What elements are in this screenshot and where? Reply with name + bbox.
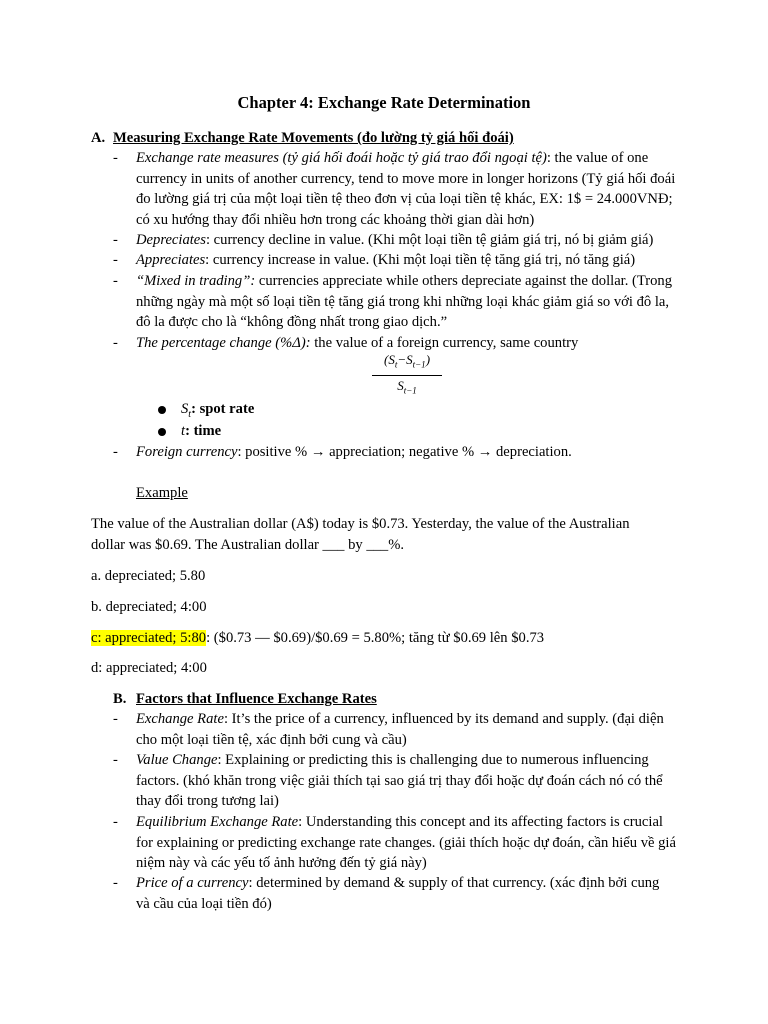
list-item <box>136 271 676 333</box>
option-c-highlight: c: appreciated; 5:80 <box>91 630 207 646</box>
page-title: Chapter 4: Exchange Rate Determination <box>237 93 531 112</box>
list-item <box>136 333 676 354</box>
item-term: Appreciates <box>136 252 206 268</box>
item-text: : currency increase in value. (Khi một loại tiền tệ tăng giá trị, nó tăng giá) <box>205 252 636 268</box>
item-term: Value Change <box>136 752 218 768</box>
dash-marker: - <box>113 711 118 727</box>
list-item <box>136 750 676 812</box>
item-term: Equilibrium Exchange Rate <box>136 814 299 830</box>
item-text: : Explaining or predicting this is challenging due to numerous influencing factors. (khó khăn trong việc giải thích tại sao giá trị thay đổi hoặc dự đoán cách nó có thể thay đổi trong tương lai) <box>136 752 663 809</box>
formula-denominator: $S_{t-1}$ <box>397 377 417 396</box>
item-text: currencies appreciate while others depreciate against the dollar. (Trong những ngày mà một số loại tiền tệ tăng giá trong khi những loại khác giảm giá so với đô la, đô la được cho là “không đồng nhất trong giao dịch.” <box>136 273 673 330</box>
option-d: d: appreciated; 4:00 <box>91 660 207 676</box>
option-c-explanation: : ($0.73 — $0.69)/$0.69 = 5.80%; tăng từ $0.69 lên $0.73 <box>206 630 545 646</box>
bullet-dot <box>158 428 166 436</box>
list-item <box>136 230 676 251</box>
section-b-letter: B. <box>113 691 127 707</box>
dash-marker: - <box>113 232 118 248</box>
list-item <box>136 148 676 230</box>
option-c <box>91 628 691 649</box>
section-a-heading: Measuring Exchange Rate Movements (đo lường tỷ giá hối đoái) <box>113 130 514 146</box>
dash-marker: - <box>113 875 118 891</box>
dash-marker: - <box>113 814 118 830</box>
dash-marker: - <box>113 752 118 768</box>
percentage-change-formula <box>372 352 442 398</box>
item-term: Foreign currency <box>136 444 238 460</box>
item-text: : positive % → appreciation; negative % → depreciation. <box>237 444 572 460</box>
dash-marker: - <box>113 444 118 460</box>
dash-marker: - <box>113 150 118 166</box>
item-text: the value of a foreign currency, same country <box>310 335 579 351</box>
item-text: : Understanding this concept and its affecting factors is crucial for explaining or predicting exchange rate changes. (giải thích hoặc dự đoán, cần hiểu về giá niệm này và các yếu tố ảnh hưởng đến tỷ giá này) <box>136 814 676 871</box>
item-term: Price of a currency <box>136 875 249 891</box>
item-term: Depreciates <box>136 232 206 248</box>
example-question: The value of the Australian dollar (A$) today is $0.73. Yesterday, the value of the Australian dollar was $0.69. The Australian dollar ___ by ___%. <box>91 516 630 553</box>
bullet-item-time: t: time <box>181 423 222 439</box>
example-heading: Example <box>136 485 188 501</box>
item-text: : It’s the price of a currency, influenced by its demand and supply. (đại diện cho một loại tiền tệ, xác định bởi cung và cầu) <box>136 711 664 748</box>
option-a: a. depreciated; 5.80 <box>91 568 206 584</box>
list-item <box>136 812 676 874</box>
list-item <box>136 250 676 271</box>
list-item <box>136 709 676 750</box>
item-text: : currency decline in value. (Khi một loại tiền tệ giảm giá trị, nó bị giảm giá) <box>205 232 654 248</box>
item-term: The percentage change (%Δ): <box>136 335 311 351</box>
dash-marker: - <box>113 252 118 268</box>
option-b: b. depreciated; 4:00 <box>91 599 207 615</box>
item-term: “Mixed in trading”: <box>136 273 256 289</box>
item-text: : determined by demand & supply of that currency. (xác định bởi cung và cầu của loại tiền đó) <box>136 875 660 912</box>
item-term: Exchange Rate <box>136 711 224 727</box>
item-term: Exchange rate measures (tỷ giá hối đoái hoặc tỷ giá trao đổi ngoại tệ) <box>136 150 547 166</box>
list-item <box>136 442 676 463</box>
bullet-item-spot-rate: $S_t$: spot rate <box>181 401 255 420</box>
dash-marker: - <box>113 335 118 351</box>
dash-marker: - <box>113 273 118 289</box>
formula-numerator: $(S_t-S_{t-1})$ <box>372 352 442 376</box>
item-text: : the value of one currency in units of another currency, tend to move more in longer horizons (Tỷ giá hối đoái đo lường giá trị của một loại tiền tệ theo đơn vị của loại tiền tệ khác, EX: 1$ = 24.000VNĐ; có xu hướng thay đổi nhiều hơn trong các khoảng thời gian dài hơn) <box>136 150 676 228</box>
section-b-heading: Factors that Influence Exchange Rates <box>136 691 377 707</box>
section-a-letter: A. <box>91 130 106 146</box>
bullet-dot <box>158 406 166 414</box>
list-item <box>136 873 676 914</box>
